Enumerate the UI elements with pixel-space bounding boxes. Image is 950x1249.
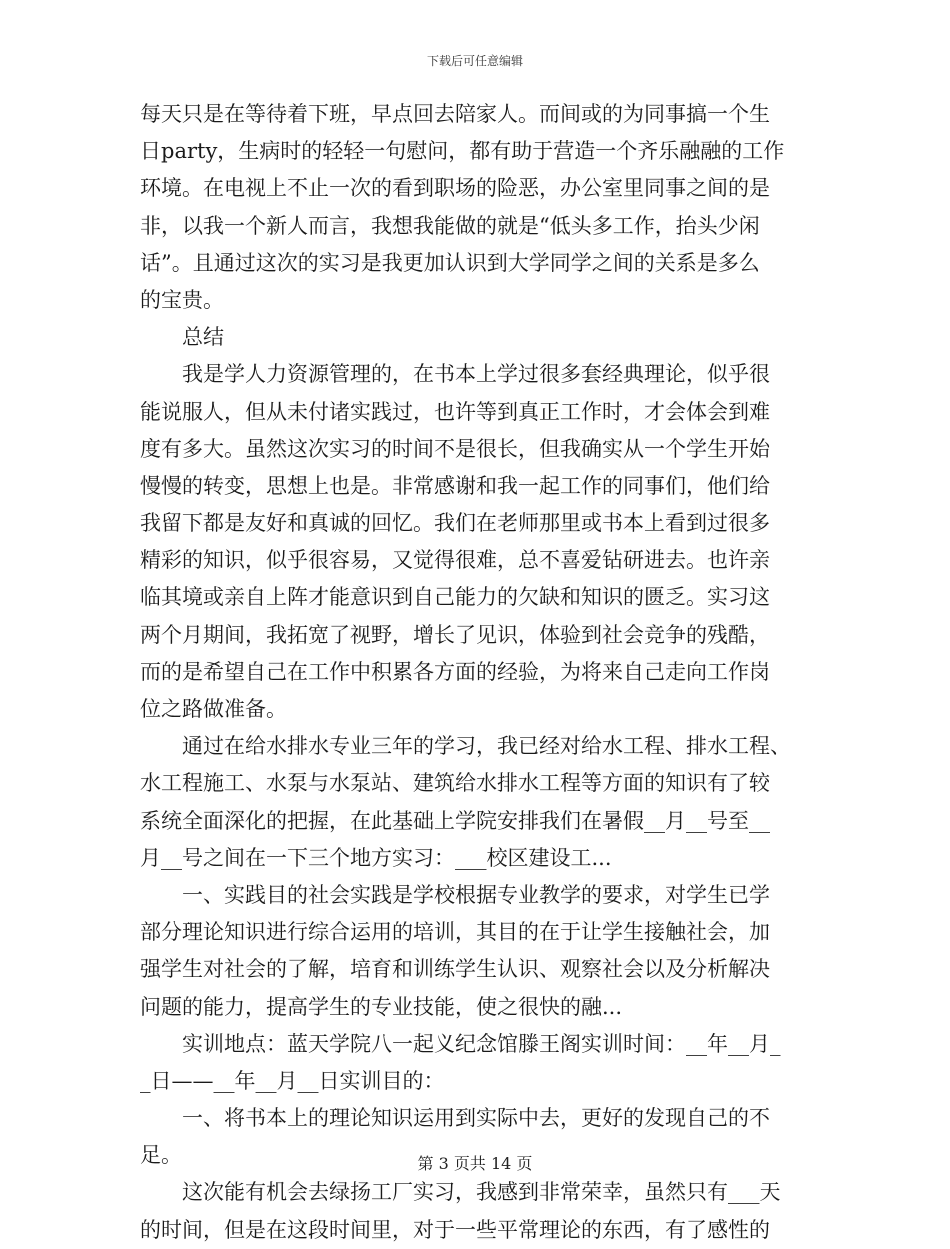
text-line: 两个月期间，我拓宽了视野，增长了见识，体验到社会竞争的残酷， (140, 622, 770, 647)
text-line: _日——__年__月__日实训目的： (140, 1068, 445, 1093)
text-line: 我留下都是友好和真诚的回忆。我们在老师那里或书本上看到过很多 (140, 511, 770, 536)
text-line: 位之路做准备。 (140, 697, 287, 721)
text-line: 一、实践目的社会实践是学校根据专业教学的要求，对学生已学 (140, 882, 770, 907)
page-number: 第 3 页共 14 页 (417, 1154, 533, 1173)
text-line: 日party，生病时的轻轻一句慰问，都有助于营造一个齐乐融融的工作 (140, 139, 785, 164)
text-line: 非，以我一个新人而言，我想我能做的就是“低头多工作，抬头少闲 (140, 213, 760, 238)
text-line: 一、将书本上的理论知识运用到实际中去，更好的发现自己的不 (140, 1106, 770, 1131)
text-line: 的时间，但是在这段时间里，对于一些平常理论的东西，有了感性的 (140, 1217, 770, 1242)
text-line: 强学生对社会的了解，培育和训练学生认识、观察社会以及分析解决 (140, 957, 770, 982)
page-header: 下载后可任意编辑 (426, 54, 523, 68)
text-line: 环境。在电视上不止一次的看到职场的险恶，办公室里同事之间的是 (140, 176, 770, 201)
text-line: 通过在给水排水专业三年的学习，我已经对给水工程、排水工程、 (140, 734, 791, 759)
text-line: 每天只是在等待着下班，早点回去陪家人。而间或的为同事搞一个生 (140, 102, 770, 126)
section-heading: 总结 (140, 325, 224, 350)
text-line: 而的是希望自己在工作中积累各方面的经验，为将来自己走向工作岗 (140, 659, 770, 684)
text-line: 话”。且通过这次的实习是我更加认识到大学同学之间的关系是多么 (140, 250, 760, 275)
text-line: 慢慢的转变，思想上也是。非常感谢和我一起工作的同事们，他们给 (140, 473, 770, 498)
text-line: 能说服人，但从未付诸实践过，也许等到真正工作时，才会体会到难 (140, 399, 770, 424)
text-line: 月__号之间在一下三个地方实习：___校区建设工... (140, 845, 612, 870)
text-line: 部分理论知识进行综合运用的培训，其目的在于让学生接触社会，加 (140, 920, 770, 945)
text-line: 实训地点：蓝天学院八一起义纪念馆滕王阁实训时间：__年__月_ (140, 1031, 781, 1056)
text-line: 精彩的知识，似乎很容易，又觉得很难，总不喜爱钻研进去。也许亲 (140, 548, 770, 573)
text-line: 水工程施工、水泵与水泵站、建筑给水排水工程等方面的知识有了较 (140, 771, 770, 796)
text-line: 足。 (140, 1143, 182, 1168)
text-line: 系统全面深化的把握，在此基础上学院安排我们在暑假__月__号至__ (140, 808, 770, 833)
text-line: 我是学人力资源管理的，在书本上学过很多套经典理论，似乎很 (140, 362, 770, 387)
text-line: 度有多大。虽然这次实习的时间不是很长，但我确实从一个学生开始 (140, 436, 770, 461)
text-line: 问题的能力，提高学生的专业技能，使之很快的融... (140, 994, 623, 1019)
text-line: 临其境或亲自上阵才能意识到自己能力的欠缺和知识的匮乏。实习这 (140, 585, 770, 610)
text-line: 这次能有机会去绿扬工厂实习，我感到非常荣幸，虽然只有___天 (140, 1180, 781, 1205)
text-line: 的宝贵。 (140, 287, 224, 312)
document-body (140, 96, 812, 1249)
